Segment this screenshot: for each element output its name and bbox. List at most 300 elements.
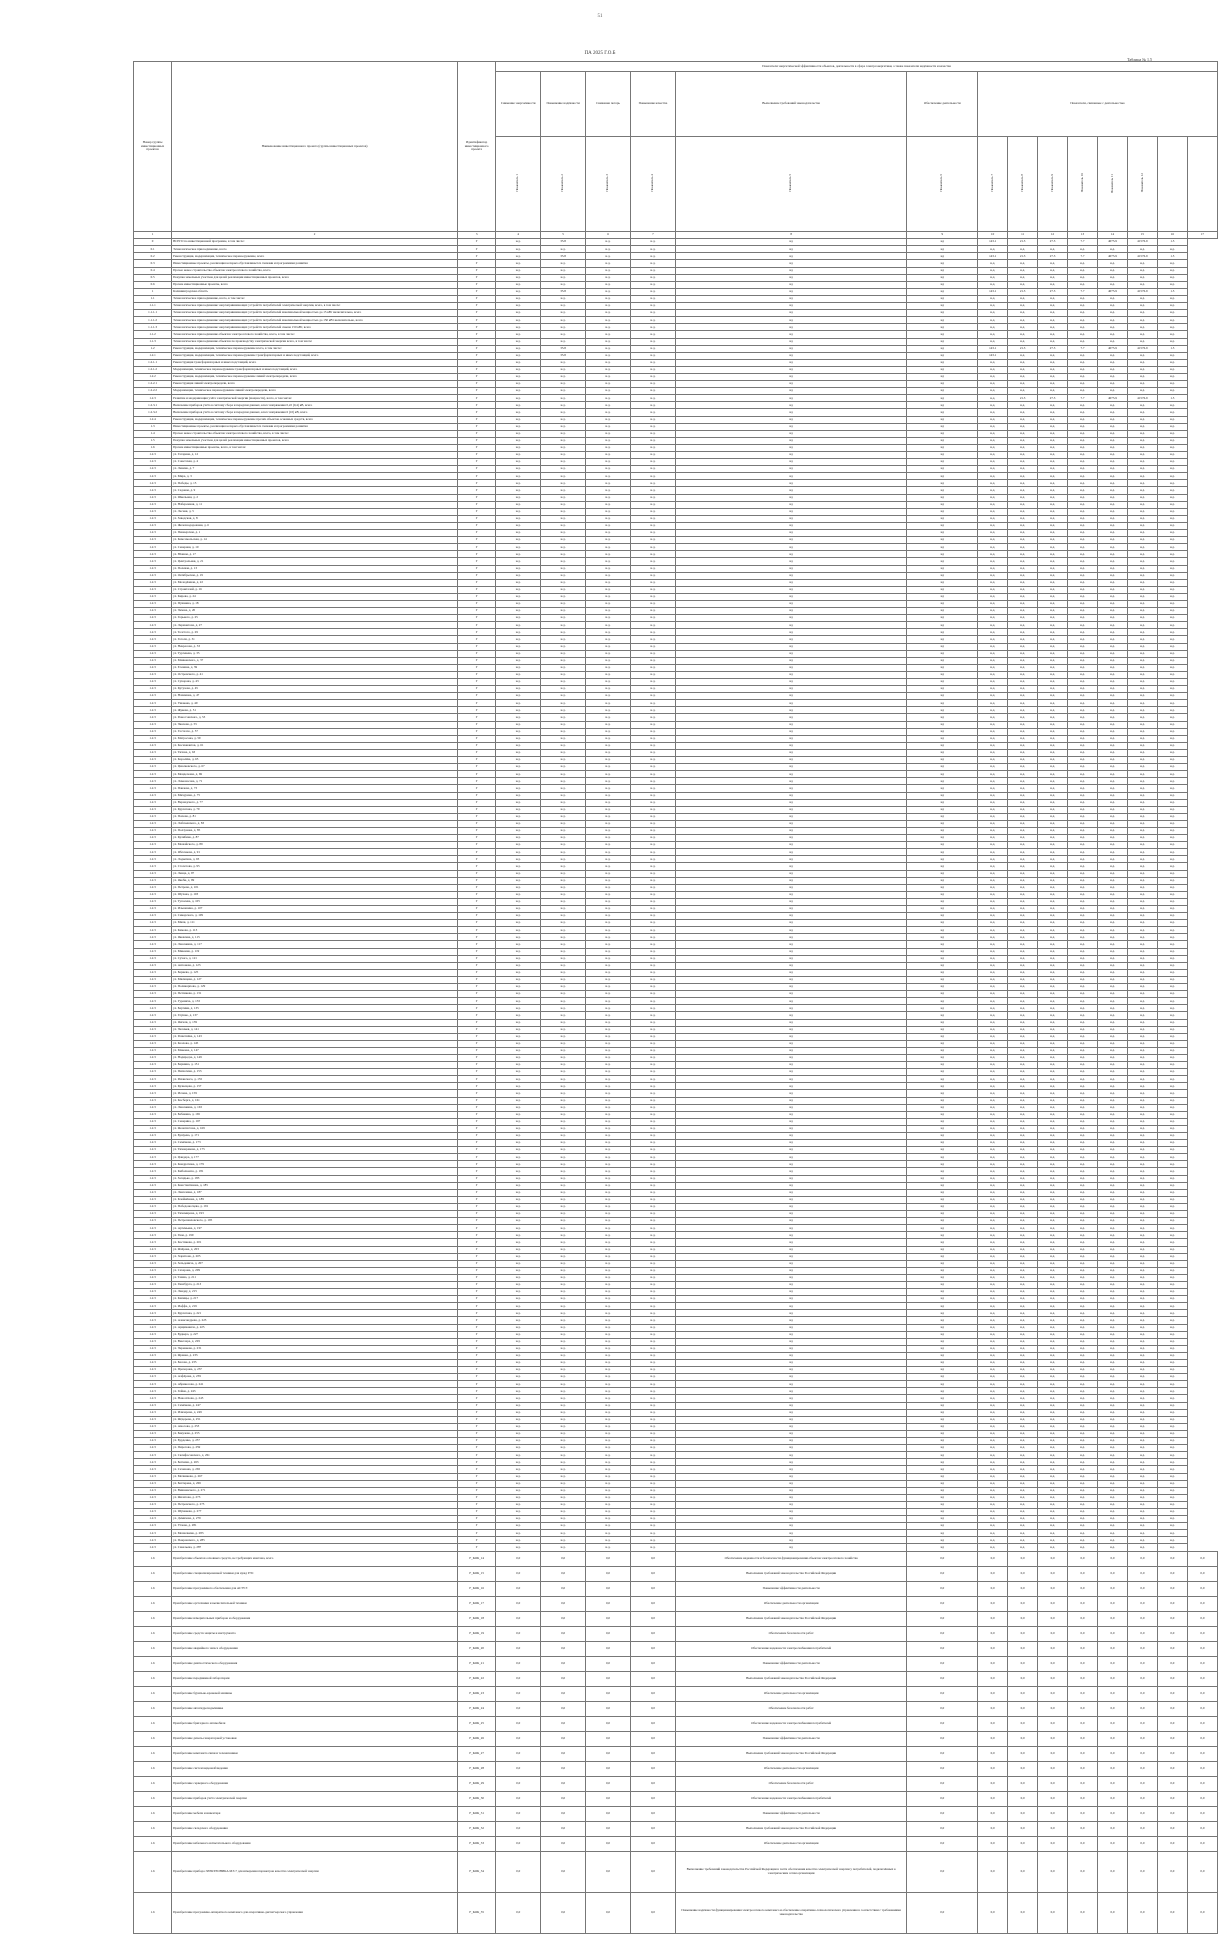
- row-number: 1.2.3: [134, 1345, 172, 1352]
- row-value: 0,0: [978, 1671, 1008, 1686]
- row-value: н.д.: [1038, 856, 1068, 863]
- row-value: н.д.: [1157, 1069, 1187, 1076]
- table-row: [134, 373, 1218, 380]
- row-value: н.д.: [1157, 1218, 1187, 1225]
- row-id: F_КОК_21: [458, 1656, 496, 1671]
- row-value: н.д.: [1008, 1416, 1038, 1423]
- row-value: 0,0: [586, 1596, 631, 1611]
- row-value: 0,0: [1008, 1746, 1038, 1761]
- row-value: нд: [675, 572, 906, 579]
- row-value: н.д.: [1127, 799, 1157, 806]
- row-value: н.д.: [978, 1232, 1008, 1239]
- row-value: нд: [907, 1303, 978, 1310]
- row-value: н.д.: [978, 742, 1008, 749]
- row-value: н.д.: [978, 1459, 1008, 1466]
- row-value: н.д.: [1008, 1508, 1038, 1515]
- row-name: Технологическое присоединение энергопринимающих устройств потребителей свыше 150 кВт, всего: [172, 324, 458, 331]
- row-id: Г: [458, 906, 496, 913]
- row-id: Г: [458, 1480, 496, 1487]
- row-value: н.д.: [1097, 1012, 1127, 1019]
- row-name: Приобретение систем видеонаблюдения: [172, 1761, 458, 1776]
- row-value: н.д.: [1127, 473, 1157, 480]
- row-value: н.д.: [586, 657, 631, 664]
- row-value: н.д.: [1097, 544, 1127, 551]
- row-name: ул. Матросова, д. 59: [172, 735, 458, 742]
- row-value: нд: [675, 515, 906, 522]
- row-value: н.д.: [586, 600, 631, 607]
- row-id: Г: [458, 1232, 496, 1239]
- row-value: н.д.: [1038, 1147, 1068, 1154]
- row-value: 0,0: [978, 1581, 1008, 1596]
- row-value: н.д.: [586, 686, 631, 693]
- row-value: н.д.: [1127, 1523, 1157, 1530]
- row-value: н.д.: [586, 1147, 631, 1154]
- row-id: Г: [458, 657, 496, 664]
- row-value: н.д.: [630, 1508, 675, 1515]
- row-value: н.д.: [1157, 359, 1187, 366]
- row-value: нд: [907, 1516, 978, 1523]
- row-name: Прочее новое строительство объектов электросетевого хозяйства, всего, в том числе:: [172, 430, 458, 437]
- row-value: н.д.: [1157, 1324, 1187, 1331]
- row-value: н.д.: [586, 473, 631, 480]
- row-value: 0,0: [541, 1791, 586, 1806]
- row-value: нд: [907, 338, 978, 345]
- row-value: 0,0: [907, 1746, 978, 1761]
- row-value: н.д.: [586, 622, 631, 629]
- row-id: Г: [458, 1097, 496, 1104]
- row-id: Г: [458, 1083, 496, 1090]
- row-value: 0,0: [1038, 1656, 1068, 1671]
- row-name: ул. Мичурина, д. 75: [172, 792, 458, 799]
- row-value: н.д.: [630, 423, 675, 430]
- row-name: ул. Петропавловского, д. 195: [172, 1218, 458, 1225]
- row-value: н.д.: [630, 1267, 675, 1274]
- row-value: н.д.: [1008, 1487, 1038, 1494]
- row-value: н.д.: [1157, 806, 1187, 813]
- row-value: н.д.: [978, 480, 1008, 487]
- row-name: ул. Тамма, д. 211: [172, 1274, 458, 1281]
- row-value: н.д.: [1068, 1047, 1098, 1054]
- row-value: н.д.: [1157, 962, 1187, 969]
- row-value: н.д.: [1097, 927, 1127, 934]
- row-value: н.д.: [1157, 898, 1187, 905]
- row-id: Г: [458, 1423, 496, 1430]
- row-id: F_КОК_15: [458, 1566, 496, 1581]
- row-value: н.д.: [1157, 1026, 1187, 1033]
- row-value: н.д.: [630, 1438, 675, 1445]
- row-number: 1.2.3: [134, 941, 172, 948]
- row-id: Г: [458, 735, 496, 742]
- row-value: н.д.: [1157, 600, 1187, 607]
- row-value: н.д.: [541, 735, 586, 742]
- row-value: н.д.: [1157, 643, 1187, 650]
- row-value: н.д.: [630, 402, 675, 409]
- row-value: н.д.: [630, 870, 675, 877]
- row-value: н.д.: [541, 1523, 586, 1530]
- row-value: н.д.: [541, 629, 586, 636]
- row-value: нд: [907, 799, 978, 806]
- row-value: н.д.: [1038, 657, 1068, 664]
- row-value: 0,0: [907, 1596, 978, 1611]
- row-value: нд: [675, 650, 906, 657]
- row-value: н.д.: [1127, 898, 1157, 905]
- row-value: н.д.: [586, 1508, 631, 1515]
- row-id: Г: [458, 1246, 496, 1253]
- row-value: н.д.: [541, 643, 586, 650]
- row-value: нд: [907, 806, 978, 813]
- row-value: н.д.: [1068, 1225, 1098, 1232]
- row-value: н.д.: [630, 1459, 675, 1466]
- table-row: [134, 416, 1218, 423]
- row-value: н.д.: [1127, 1218, 1157, 1225]
- row-number: 1.2.3: [134, 1473, 172, 1480]
- row-name: Приобретение прибора ЭЛЕКТРОНИКА МЭ-7 для измерения параметров качества электрической энергии: [172, 1851, 458, 1892]
- row-name: ул. Петлякова, д. 131: [172, 991, 458, 998]
- row-value: 4075.9: [1097, 253, 1127, 260]
- row-id: F_КОК_32: [458, 1821, 496, 1836]
- row-value: н.д.: [1038, 1310, 1068, 1317]
- row-value: н.д.: [1038, 430, 1068, 437]
- row-value: нд: [675, 1097, 906, 1104]
- row-value: нд: [907, 877, 978, 884]
- row-id: Г: [458, 537, 496, 544]
- row-value: нд: [675, 1019, 906, 1026]
- row-value: н.д.: [630, 1388, 675, 1395]
- row-value: н.д.: [496, 466, 541, 473]
- row-name: Развитие и модернизация учёта электрической энергии (мощности), всего, в том числе:: [172, 395, 458, 402]
- row-value: н.д.: [630, 1253, 675, 1260]
- row-value: н.д.: [1097, 1466, 1127, 1473]
- row-value: 0,0: [907, 1851, 978, 1892]
- row-value: н.д.: [1127, 1274, 1157, 1281]
- row-value: н.д.: [1097, 1154, 1127, 1161]
- row-value: н.д.: [978, 416, 1008, 423]
- row-value: н.д.: [1127, 416, 1157, 423]
- row-number: 1.2.3: [134, 1125, 172, 1132]
- row-value: н.д.: [586, 1345, 631, 1352]
- row-value: н.д.: [1157, 1211, 1187, 1218]
- row-value: нд: [907, 1374, 978, 1381]
- row-value: н.д.: [1068, 1196, 1098, 1203]
- row-value: н.д.: [1097, 1374, 1127, 1381]
- row-value: н.д.: [1127, 1445, 1157, 1452]
- table-row: [134, 1281, 1218, 1288]
- row-value: н.д.: [541, 1374, 586, 1381]
- row-number: 1.2.3: [134, 700, 172, 707]
- row-value: н.д.: [586, 1168, 631, 1175]
- row-name: ул. Менделеева, д. 69: [172, 771, 458, 778]
- row-value: н.д.: [496, 1452, 541, 1459]
- row-value: н.д.: [586, 253, 631, 260]
- row-value: н.д.: [1127, 1409, 1157, 1416]
- row-value: н.д.: [1068, 423, 1098, 430]
- row-value: н.д.: [978, 700, 1008, 707]
- row-value: н.д.: [1127, 600, 1157, 607]
- row-id: Г: [458, 1118, 496, 1125]
- table-row: [134, 1253, 1218, 1260]
- row-value: нд: [675, 1480, 906, 1487]
- row-value: н.д.: [630, 827, 675, 834]
- row-value: 0,0: [1157, 1731, 1187, 1746]
- row-value: н.д.: [586, 1466, 631, 1473]
- row-value: н.д.: [1008, 913, 1038, 920]
- row-value: н.д.: [1157, 913, 1187, 920]
- row-value: н.д.: [496, 1083, 541, 1090]
- row-value: н.д.: [630, 941, 675, 948]
- row-value: н.д.: [1038, 1338, 1068, 1345]
- row-value: н.д.: [1068, 1466, 1098, 1473]
- row-value: н.д.: [1008, 955, 1038, 962]
- row-value: н.д.: [630, 1537, 675, 1544]
- row-value: н.д.: [541, 1218, 586, 1225]
- row-value: 0,0: [1008, 1701, 1038, 1716]
- row-value: нд: [675, 941, 906, 948]
- header-number-cell: 4: [496, 232, 541, 239]
- row-value: н.д.: [1008, 1402, 1038, 1409]
- row-value: н.д.: [1097, 1473, 1127, 1480]
- row-value: нд: [907, 1246, 978, 1253]
- row-id: Г: [458, 1317, 496, 1324]
- row-id: Г: [458, 1508, 496, 1515]
- row-number: 1.2.3: [134, 1317, 172, 1324]
- row-id: Г: [458, 1218, 496, 1225]
- row-value: н.д.: [1157, 764, 1187, 771]
- row-value: 0,0: [1068, 1821, 1098, 1836]
- table-row: [134, 700, 1218, 707]
- table-row: [134, 1125, 1218, 1132]
- row-name: ул. Арцимовича, д. 225: [172, 1324, 458, 1331]
- row-value: н.д.: [1008, 898, 1038, 905]
- row-id: Г: [458, 260, 496, 267]
- row-value: н.д.: [586, 913, 631, 920]
- row-value: н.д.: [630, 366, 675, 373]
- row-value: н.д.: [586, 1296, 631, 1303]
- row-value: н.д.: [1068, 1111, 1098, 1118]
- row-name: ул. Косберга, д. 161: [172, 1097, 458, 1104]
- row-value: 0,0: [1068, 1566, 1098, 1581]
- row-value: н.д.: [978, 1388, 1008, 1395]
- row-value: 0,0: [541, 1656, 586, 1671]
- row-value: н.д.: [1157, 246, 1187, 253]
- row-value: н.д.: [496, 671, 541, 678]
- row-value: нд: [907, 1161, 978, 1168]
- row-id: Г: [458, 813, 496, 820]
- row-value: н.д.: [1068, 700, 1098, 707]
- row-value: н.д.: [1038, 1161, 1068, 1168]
- row-value: н.д.: [541, 1402, 586, 1409]
- row-value: н.д.: [1008, 1069, 1038, 1076]
- row-value: н.д.: [1038, 962, 1068, 969]
- row-value: н.д.: [1038, 785, 1068, 792]
- row-value: н.д.: [630, 1175, 675, 1182]
- row-id: Г: [458, 948, 496, 955]
- row-value: н.д.: [586, 1161, 631, 1168]
- row-id: Г: [458, 402, 496, 409]
- table-row: [134, 1246, 1218, 1253]
- row-value: н.д.: [541, 331, 586, 338]
- row-value: н.д.: [1157, 1189, 1187, 1196]
- row-value: н.д.: [541, 849, 586, 856]
- row-value: нд: [907, 721, 978, 728]
- row-value: н.д.: [1008, 1289, 1038, 1296]
- table-row: [134, 444, 1218, 451]
- row-value: н.д.: [1038, 1005, 1068, 1012]
- row-number: 1.2.3: [134, 863, 172, 870]
- row-value: н.д.: [1068, 778, 1098, 785]
- row-value: н.д.: [496, 437, 541, 444]
- row-value: н.д.: [630, 799, 675, 806]
- row-value: н.д.: [496, 558, 541, 565]
- row-number: 1.2.3: [134, 1310, 172, 1317]
- row-name: ул. Комсомольская, д. 14: [172, 537, 458, 544]
- row-value: н.д.: [978, 913, 1008, 920]
- row-value: н.д.: [978, 537, 1008, 544]
- row-value: 0,0: [1008, 1551, 1038, 1566]
- row-value: нд: [907, 345, 978, 352]
- table-row: [134, 459, 1218, 466]
- row-value: нд: [675, 622, 906, 629]
- table-row: [134, 1508, 1218, 1515]
- row-value: н.д.: [978, 1310, 1008, 1317]
- table-row: [134, 303, 1218, 310]
- row-value: н.д.: [978, 679, 1008, 686]
- table-row: [134, 1671, 1218, 1686]
- row-value: н.д.: [1068, 409, 1098, 416]
- row-value: 0,0: [1038, 1611, 1068, 1626]
- row-name: ул. Вернадского, д. 77: [172, 799, 458, 806]
- row-value: 0,0: [978, 1656, 1008, 1671]
- row-value: н.д.: [1127, 700, 1157, 707]
- row-value: н.д.: [1038, 1019, 1068, 1026]
- row-value: нд: [675, 260, 906, 267]
- row-name: ул. Феоктистова, д. 169: [172, 1125, 458, 1132]
- row-value: н.д.: [1097, 1430, 1127, 1437]
- row-id: Г: [458, 679, 496, 686]
- table-row: [134, 1047, 1218, 1054]
- row-id: Г: [458, 955, 496, 962]
- row-name: ул. Садовая, д. 9: [172, 487, 458, 494]
- row-value: н.д.: [496, 1544, 541, 1551]
- row-value: н.д.: [1038, 636, 1068, 643]
- row-name: ул. Бартини, д. 135: [172, 1005, 458, 1012]
- row-value: н.д.: [496, 686, 541, 693]
- row-value: н.д.: [630, 884, 675, 891]
- row-value: н.д.: [541, 1111, 586, 1118]
- row-value: н.д.: [1127, 835, 1157, 842]
- row-value: н.д.: [496, 430, 541, 437]
- row-value: н.д.: [541, 1473, 586, 1480]
- row-value: н.д.: [630, 1125, 675, 1132]
- row-value: н.д.: [978, 1118, 1008, 1125]
- row-value: нд: [675, 1054, 906, 1061]
- row-number: 1.2.3: [134, 459, 172, 466]
- row-value: нд: [907, 1423, 978, 1430]
- row-name: ул. Гейма, д. 243: [172, 1388, 458, 1395]
- row-value: н.д.: [630, 1097, 675, 1104]
- row-value: н.д.: [1157, 1090, 1187, 1097]
- row-value: н.д.: [978, 671, 1008, 678]
- row-value: нд: [907, 388, 978, 395]
- row-value: н.д.: [1157, 1352, 1187, 1359]
- row-value: н.д.: [1008, 303, 1038, 310]
- row-value: н.д.: [541, 1161, 586, 1168]
- row-value: н.д.: [1097, 1423, 1127, 1430]
- row-value: 0,0: [978, 1626, 1008, 1641]
- row-value: нд: [907, 835, 978, 842]
- row-value: н.д.: [541, 558, 586, 565]
- row-value: н.д.: [586, 906, 631, 913]
- row-value: н.д.: [1008, 530, 1038, 537]
- row-value: н.д.: [496, 608, 541, 615]
- row-value: н.д.: [541, 1289, 586, 1296]
- row-value: н.д.: [630, 373, 675, 380]
- row-value: н.д.: [1097, 281, 1127, 288]
- row-value: 0,0: [1008, 1566, 1038, 1581]
- row-value: 0,0: [1068, 1641, 1098, 1656]
- row-number: 1.2.3: [134, 1523, 172, 1530]
- row-id: Г: [458, 1324, 496, 1331]
- row-value: н.д.: [496, 891, 541, 898]
- row-value: н.д.: [496, 260, 541, 267]
- row-value: н.д.: [1127, 1225, 1157, 1232]
- row-value: 0,0: [1187, 1806, 1217, 1821]
- row-value: н.д.: [496, 395, 541, 402]
- row-value: н.д.: [1097, 1508, 1127, 1515]
- row-value: н.д.: [1127, 1054, 1157, 1061]
- row-value: н.д.: [1157, 338, 1187, 345]
- row-value: н.д.: [1127, 1005, 1157, 1012]
- row-value: 0,0: [630, 1566, 675, 1581]
- row-value: н.д.: [1068, 742, 1098, 749]
- table-container: [133, 61, 1218, 1916]
- row-value: н.д.: [1008, 1395, 1038, 1402]
- row-value: н.д.: [1157, 1097, 1187, 1104]
- row-value: нд: [675, 508, 906, 515]
- row-value: н.д.: [978, 331, 1008, 338]
- row-value: н.д.: [1038, 1430, 1068, 1437]
- row-value: н.д.: [1157, 1033, 1187, 1040]
- row-value: н.д.: [496, 1381, 541, 1388]
- row-value: н.д.: [1008, 551, 1038, 558]
- row-name: ул. Зельдовича, д. 207: [172, 1260, 458, 1267]
- row-value: 35.8: [541, 345, 586, 352]
- row-value: н.д.: [1068, 452, 1098, 459]
- row-value: н.д.: [1097, 480, 1127, 487]
- row-value: 0,0: [586, 1656, 631, 1671]
- row-value: н.д.: [630, 749, 675, 756]
- row-value: н.д.: [1038, 799, 1068, 806]
- table-row: [134, 913, 1218, 920]
- row-value: 0,0: [1068, 1851, 1098, 1892]
- row-name: ул. Маяковского, д. 37: [172, 657, 458, 664]
- table-row: [134, 1388, 1218, 1395]
- row-value: н.д.: [1127, 487, 1157, 494]
- row-name: Приобретение серверного оборудования: [172, 1776, 458, 1791]
- row-value: 0,0: [630, 1892, 675, 1933]
- row-number: 1.2.3: [134, 906, 172, 913]
- header-subcolumn: Показатель 5: [675, 137, 906, 232]
- row-value: н.д.: [978, 721, 1008, 728]
- row-value: н.д.: [1038, 806, 1068, 813]
- table-row: [134, 593, 1218, 600]
- row-value: н.д.: [1008, 1260, 1038, 1267]
- table-name: Таблица № 1.5: [1127, 57, 1152, 62]
- data-table: [133, 61, 1218, 1934]
- row-name: ул. Векслера, д. 229: [172, 1338, 458, 1345]
- row-value: н.д.: [978, 1409, 1008, 1416]
- row-value: н.д.: [1127, 984, 1157, 991]
- row-value: н.д.: [1127, 1501, 1157, 1508]
